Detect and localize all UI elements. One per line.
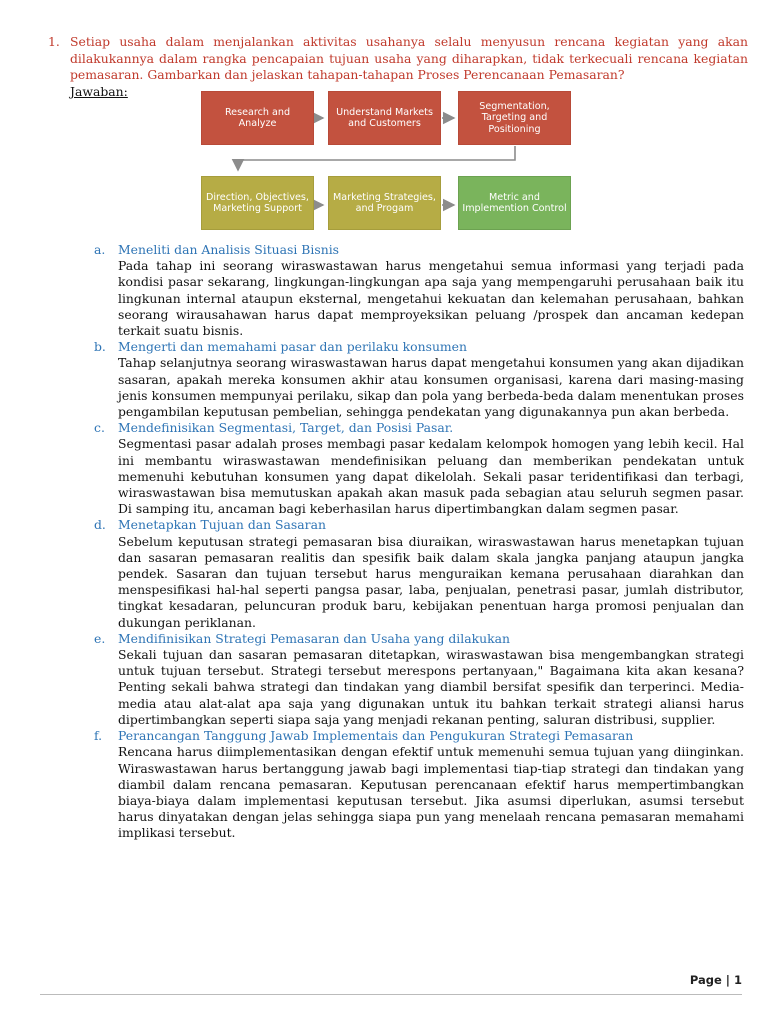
step-direction-objectives: Direction, Objectives, Marketing Support	[201, 176, 314, 230]
section-letter: b.	[94, 339, 106, 355]
step-research-analyze: Research and Analyze	[201, 91, 314, 145]
step-marketing-strategies: Marketing Strategies, and Progam	[328, 176, 441, 230]
section-e	[94, 631, 744, 728]
section-body: Segmentasi pasar adalah proses membagi pasar kedalam kelompok homogen yang lebih kecil. Hal ini membantu wiraswastawan mendefinisikan peluang dan memberikan pendekatan untuk memenuhi kebutuhan konsumen yang dapat dikelolah. Sekali pasar teridentifikasi dan terbagi, wiraswastawan bisa memutuskan apakah akan masuk pada sebagian atau seluruh segmen pasar. Di samping itu, ancaman bagi keberhasilan harus dipertimbangkan dalam segmen pasar.	[118, 436, 744, 517]
section-body: Sekali tujuan dan sasaran pemasaran ditetapkan, wiraswastawan bisa mengembangkan strategi untuk tujuan tersebut. Strategi tersebut merespons pertanyaan," Bagaimana kita akan kesana? Penting sekali bahwa strategi dan tindakan yang diambil bersifat spesifik dan terperinci. Media-media atau alat-alat apa saja yang digunakan untuk itu bahkan terkait strategi aliansi harus dipertimbangkan seperti siapa saja yang menjadi rekanan penting, saluran distribusi, supplier.	[118, 647, 744, 727]
question-text: Setiap usaha dalam menjalankan aktivitas usahanya selalu menyusun rencana kegiatan yang akan dilakukannya dalam rangka pencapaian tujuan usaha yang diharapkan, tidak terkecuali rencana kegiatan pemasaran. Gambarkan dan jelaskan tahapan-tahapan Proses Perencanaan Pemasaran?	[70, 34, 748, 82]
section-title: Mendifinisikan Strategi Pemasaran dan Usaha yang dilakukan	[118, 630, 510, 646]
section-letter: c.	[94, 420, 105, 436]
section-d	[94, 517, 744, 630]
section-body: Rencana harus diimplementasikan dengan efektif untuk memenuhi semua tujuan yang diinginkan. Wiraswastawan harus bertanggung jawab bagi implementasi tiap-tiap strategi dan tindakan yang diambil dalam rencana pemasaran. Keputusan perencanaan efektif harus mempertimbangkan biaya-biaya dalam implementasi keputusan tersebut. Jika asumsi diperlukan, asumsi tersebut harus dinyatakan dengan jelas sehingga siapa pun yang menelaah rencana pemasaran memahami implikasi tersebut.	[118, 744, 744, 841]
section-body: Tahap selanjutnya seorang wiraswastawan harus dapat mengetahui konsumen yang akan dijadikan sasaran, apakah mereka konsumen akhir atau konsumen organisasi, karena dari masing-masing jenis konsumen mempunyai perilaku, sikap dan pola yang berbeda-beda dalam menentukan proses pengambilan keputusan pembelian, sehingga pendekatan yang digunakannya pun akan berbeda.	[118, 355, 744, 420]
page-number: Page | 1	[689, 973, 742, 987]
section-title: Perancangan Tanggung Jawab Implementais dan Pengukuran Strategi Pemasaran	[118, 728, 634, 744]
section-f	[94, 728, 744, 841]
section-a	[94, 242, 744, 339]
section-b	[94, 339, 744, 420]
section-letter: d.	[94, 517, 106, 533]
step-segmentation: Segmentation, Targeting and Positioning	[458, 91, 571, 145]
section-body: Pada tahap ini seorang wiraswastawan harus mengetahui semua informasi yang terjadi pada kondisi pasar sekarang, lingkungan-lingkungan apa saja yang mempengaruhi perusahaan baik itu lingkunan internal ataupun eksternal, mengetahui kekuatan dan kelemahan perusahaan, bahkan seorang wirausahawan harus dapat memproyeksikan peluang /prospek dan ancaman kedepan terkait suatu bisnis.	[118, 258, 744, 339]
question-number: 1.	[48, 34, 60, 49]
step-metric-control: Metric and Implemention Control	[458, 176, 571, 230]
section-title: Menetapkan Tujuan dan Sasaran	[118, 517, 326, 533]
answer-label: Jawaban:	[70, 84, 128, 99]
question-block	[48, 34, 748, 84]
answer-sections	[94, 242, 744, 842]
section-c	[94, 420, 744, 517]
section-letter: f.	[94, 728, 103, 744]
section-letter: a.	[94, 242, 106, 257]
arrow-3-to-4	[238, 146, 515, 170]
footer-divider	[40, 994, 742, 995]
step-understand-markets: Understand Markets and Customers	[328, 91, 441, 145]
marketing-process-diagram	[190, 88, 570, 234]
section-title: Mengerti dan memahami pasar dan perilaku konsumen	[118, 339, 467, 355]
section-body: Sebelum keputusan strategi pemasaran bisa diuraikan, wiraswastawan harus menetapkan tujuan dan sasaran pemasaran realitis dan spesifik baik dalam skala jangka panjang ataupun jangka pendek. Sasaran dan tujuan tersebut harus menguraikan kemana perusahaan diarahkan dan menspesifikasi hal-hal seperti pangsa pasar, laba, penjualan, penetrasi pasar, jumlah distributor, tingkat kesadaran, peluncuran produk baru, kebijakan penentuan harga promosi penjualan dan dukungan periklanan.	[118, 533, 744, 630]
section-letter: e.	[94, 630, 106, 646]
section-title: Mendefinisikan Segmentasi, Target, dan Posisi Pasar.	[118, 420, 454, 436]
section-title: Meneliti dan Analisis Situasi Bisnis	[118, 242, 340, 257]
